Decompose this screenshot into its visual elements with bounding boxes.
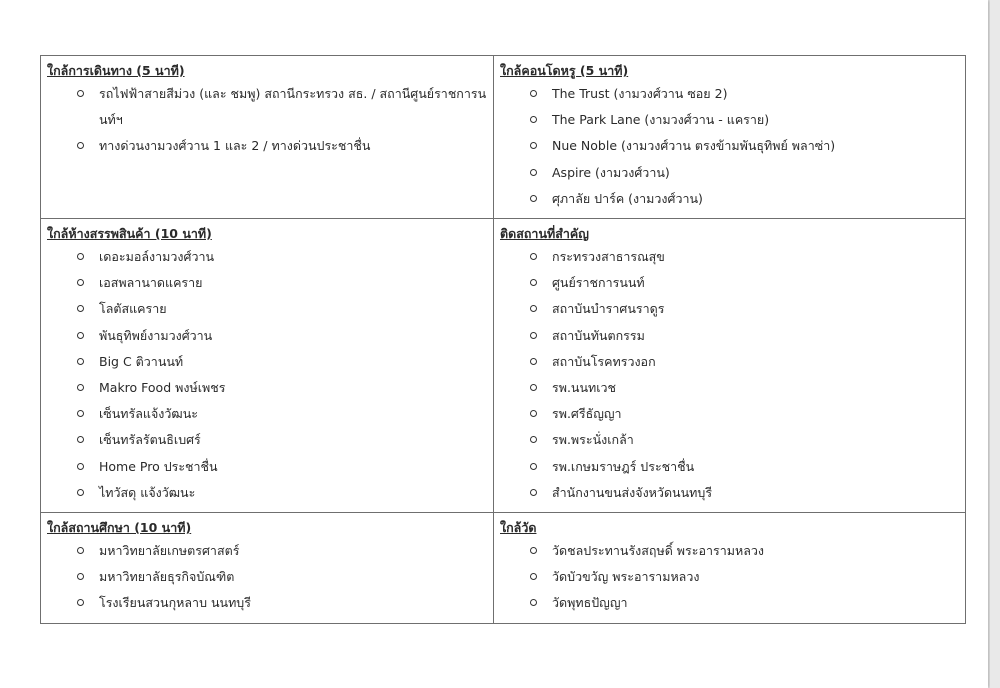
list-item-text: Big C ติวานนท์ xyxy=(99,353,184,369)
list-item-text: กระทรวงสาธารณสุข xyxy=(552,249,665,265)
list-item-text: รพ.พระนั่งเกล้า xyxy=(552,432,634,448)
list-item xyxy=(73,244,487,270)
list-item xyxy=(526,244,959,270)
hollow-circle-bullet-icon xyxy=(530,573,537,580)
list-item xyxy=(73,480,487,506)
list-malls xyxy=(47,244,487,506)
list-item xyxy=(73,133,487,159)
list-item-text: ไทวัสดุ แจ้งวัฒนะ xyxy=(99,484,196,500)
list-item-text: Home Pro ประชาชื่น xyxy=(99,458,218,474)
list-item-text: มหาวิทยาลัยธุรกิจบัณฑิต xyxy=(99,569,235,585)
cell-temples xyxy=(494,513,966,624)
hollow-circle-bullet-icon xyxy=(530,195,537,202)
hollow-circle-bullet-icon xyxy=(530,463,537,470)
list-item xyxy=(526,107,959,133)
list-item xyxy=(526,186,959,212)
list-item-text: สำนักงานขนส่งจังหวัดนนทบุรี xyxy=(552,484,713,500)
list-item-text: ศุภาลัย ปาร์ค (งามวงศ์วาน) xyxy=(552,190,703,206)
hollow-circle-bullet-icon xyxy=(77,332,84,339)
list-item-text: ศูนย์ราชการนนท์ xyxy=(552,275,645,291)
list-item-text: มหาวิทยาลัยเกษตรศาสตร์ xyxy=(99,543,240,559)
list-item xyxy=(73,538,487,564)
list-item-text: Nue Noble (งามวงศ์วาน ตรงข้ามพันธุทิพย์ พลาซ่า) xyxy=(552,138,836,154)
list-item-text: โลตัสแคราย xyxy=(99,301,167,317)
section-title-condos: ใกล้คอนโดหรู (5 นาที) xyxy=(500,63,629,78)
list-item xyxy=(73,590,487,616)
list-transport xyxy=(47,81,487,160)
list-condos xyxy=(500,81,959,212)
hollow-circle-bullet-icon xyxy=(530,142,537,149)
hollow-circle-bullet-icon xyxy=(530,489,537,496)
list-item xyxy=(526,564,959,590)
list-item xyxy=(73,454,487,480)
hollow-circle-bullet-icon xyxy=(530,547,537,554)
hollow-circle-bullet-icon xyxy=(77,305,84,312)
list-item xyxy=(526,401,959,427)
list-item xyxy=(526,454,959,480)
hollow-circle-bullet-icon xyxy=(77,279,84,286)
hollow-circle-bullet-icon xyxy=(530,599,537,606)
list-item-text: วัดพุทธปัญญา xyxy=(552,595,628,611)
hollow-circle-bullet-icon xyxy=(530,305,537,312)
hollow-circle-bullet-icon xyxy=(530,169,537,176)
list-item xyxy=(73,349,487,375)
list-item-text: รถไฟฟ้าสายสีม่วง (และ ชมพู) สถานีกระทรวง สธ. / สถานีศูนย์ราชการนนท์ฯ xyxy=(99,86,487,128)
hollow-circle-bullet-icon xyxy=(530,358,537,365)
list-item xyxy=(526,427,959,453)
list-schools xyxy=(47,538,487,617)
list-item xyxy=(526,296,959,322)
list-item xyxy=(73,81,487,133)
nearby-places-table xyxy=(40,55,966,624)
hollow-circle-bullet-icon xyxy=(530,410,537,417)
list-item-text: Makro Food พงษ์เพชร xyxy=(99,380,226,396)
list-item xyxy=(526,349,959,375)
list-item xyxy=(526,590,959,616)
hollow-circle-bullet-icon xyxy=(77,90,84,97)
hollow-circle-bullet-icon xyxy=(530,384,537,391)
list-item-text: เอสพลานาดแคราย xyxy=(99,275,203,291)
list-item-text: เซ็นทรัลแจ้งวัฒนะ xyxy=(99,406,198,422)
list-item-text: สถาบันบำราศนราดูร xyxy=(552,301,665,317)
list-item-text: สถาบันทันตกรรม xyxy=(552,327,645,343)
list-item xyxy=(526,375,959,401)
list-item xyxy=(73,427,487,453)
list-item-text: เซ็นทรัลรัตนธิเบศร์ xyxy=(99,432,201,448)
list-item xyxy=(526,81,959,107)
cell-condos xyxy=(494,56,966,219)
list-item xyxy=(526,160,959,186)
hollow-circle-bullet-icon xyxy=(77,573,84,580)
list-item-text: The Park Lane (งามวงศ์วาน - แคราย) xyxy=(552,112,770,128)
list-item-text: วัดบัวขวัญ พระอารามหลวง xyxy=(552,569,700,585)
cell-places xyxy=(494,219,966,513)
list-item-text: รพ.เกษมราษฎร์ ประชาชื่น xyxy=(552,458,695,474)
list-item xyxy=(73,401,487,427)
section-title-temples: ใกล้วัด xyxy=(500,520,537,536)
hollow-circle-bullet-icon xyxy=(77,253,84,260)
hollow-circle-bullet-icon xyxy=(530,436,537,443)
list-item-text: รพ.ศรีธัญญา xyxy=(552,406,622,422)
list-item-text: สถาบันโรคทรวงอก xyxy=(552,353,656,369)
hollow-circle-bullet-icon xyxy=(530,332,537,339)
hollow-circle-bullet-icon xyxy=(77,463,84,470)
list-item-text: ทางด่วนงามวงศ์วาน 1 และ 2 / ทางด่วนประชาชื่น xyxy=(99,138,371,154)
list-places xyxy=(500,244,959,506)
section-title-places: ติดสถานที่สำคัญ xyxy=(500,226,589,242)
list-item xyxy=(526,270,959,296)
list-item-text: The Trust (งามวงศ์วาน ซอย 2) xyxy=(552,86,728,101)
hollow-circle-bullet-icon xyxy=(77,410,84,417)
list-temples xyxy=(500,538,959,617)
section-title-schools: ใกล้สถานศึกษา (10 นาที) xyxy=(47,520,192,536)
hollow-circle-bullet-icon xyxy=(77,384,84,391)
hollow-circle-bullet-icon xyxy=(530,116,537,123)
hollow-circle-bullet-icon xyxy=(77,547,84,554)
list-item xyxy=(73,375,487,401)
page-edge-background xyxy=(990,0,1000,688)
list-item xyxy=(73,564,487,590)
list-item-text: เดอะมอล์งามวงศ์วาน xyxy=(99,249,215,265)
list-item xyxy=(73,323,487,349)
section-title-transport: ใกล้การเดินทาง (5 นาที) xyxy=(47,63,185,78)
hollow-circle-bullet-icon xyxy=(530,279,537,286)
list-item xyxy=(73,270,487,296)
cell-malls xyxy=(41,219,494,513)
list-item-text: โรงเรียนสวนกุหลาบ นนทบุรี xyxy=(99,595,251,611)
list-item xyxy=(526,538,959,564)
list-item xyxy=(526,133,959,159)
hollow-circle-bullet-icon xyxy=(530,253,537,260)
hollow-circle-bullet-icon xyxy=(77,489,84,496)
section-title-malls: ใกล้ห้างสรรพสินค้า (10 นาที) xyxy=(47,226,212,242)
hollow-circle-bullet-icon xyxy=(77,599,84,606)
hollow-circle-bullet-icon xyxy=(77,436,84,443)
list-item xyxy=(526,323,959,349)
list-item xyxy=(73,296,487,322)
hollow-circle-bullet-icon xyxy=(77,142,84,149)
list-item-text: รพ.นนทเวช xyxy=(552,380,617,396)
hollow-circle-bullet-icon xyxy=(530,90,537,97)
list-item xyxy=(526,480,959,506)
hollow-circle-bullet-icon xyxy=(77,358,84,365)
list-item-text: พันธุทิพย์งามวงศ์วาน xyxy=(99,327,213,343)
list-item-text: วัดชลประทานรังสฤษดิ์ พระอารามหลวง xyxy=(552,543,764,559)
cell-transport xyxy=(41,56,494,219)
cell-schools xyxy=(41,513,494,624)
list-item-text: Aspire (งามวงศ์วาน) xyxy=(552,164,670,180)
